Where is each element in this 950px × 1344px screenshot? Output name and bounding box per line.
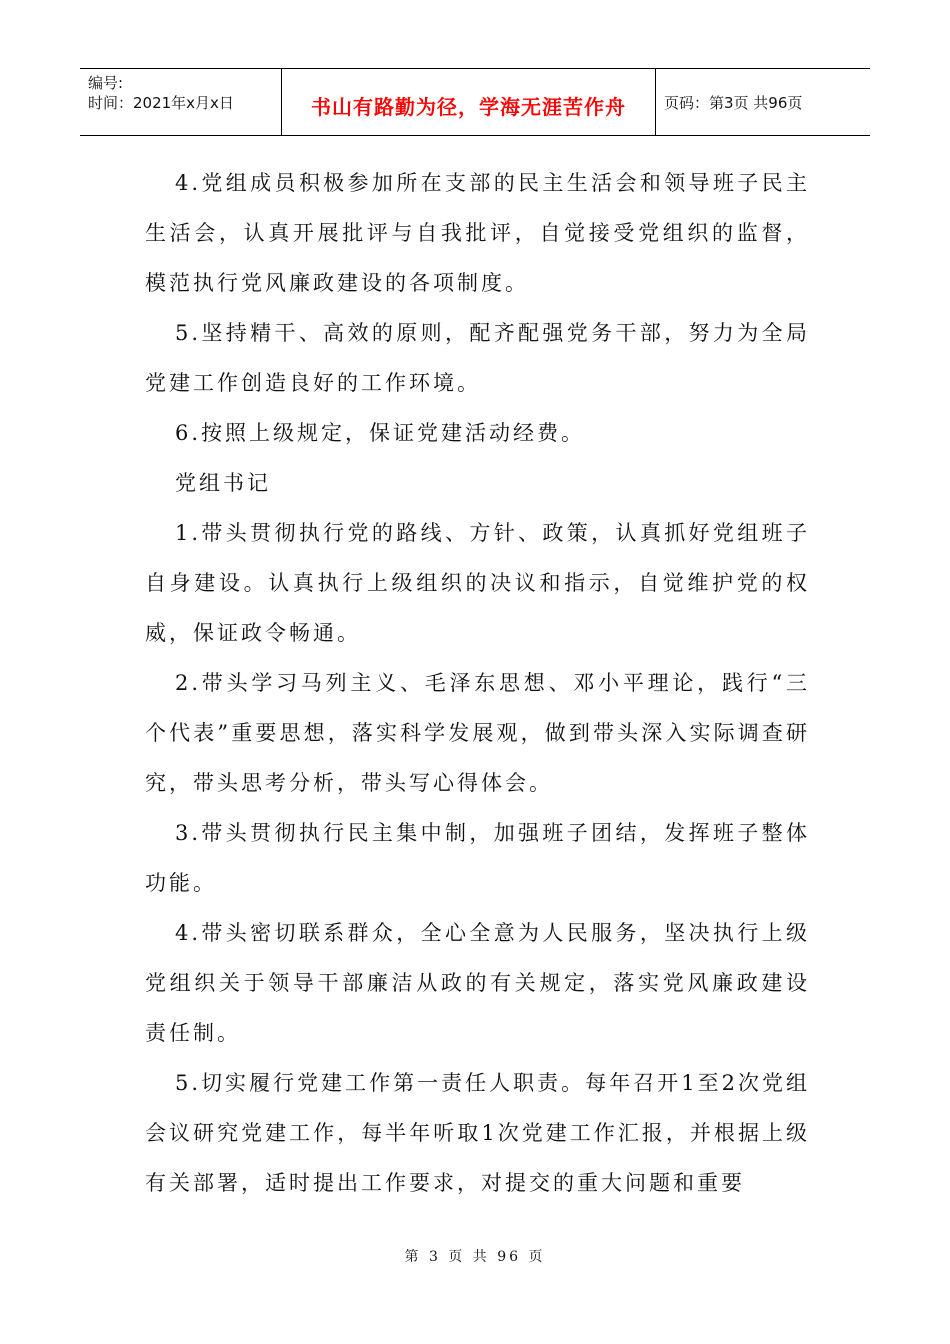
serial-number-label: 编号:	[88, 74, 124, 92]
paragraph-6: 2.带头学习马列主义、毛泽东思想、邓小平理论，践行“三个代表”重要思想，落实科学发展观，做到带头深入实际调查研究，带头思考分析，带头写心得体会。	[145, 671, 810, 795]
footer-page-number: 第 3 页 共 96 页	[404, 1249, 546, 1265]
header-meta	[80, 69, 282, 135]
paragraph-5: 1.带头贯彻执行党的路线、方针、政策，认真抓好党组班子自身建设。认真执行上级组织的决议和指示，自觉维护党的权威，保证政令畅通。	[145, 521, 810, 645]
paragraph-7: 3.带头贯彻执行民主集中制，加强班子团结，发挥班子整体功能。	[145, 821, 810, 895]
section-heading-party-secretary: 党组书记	[175, 471, 271, 495]
paragraph-8: 4.带头密切联系群众，全心全意为人民服务，坚决执行上级党组织关于领导干部廉洁从政的有关规定，落实党风廉政建设责任制。	[145, 921, 810, 1045]
paragraph-3: 6.按照上级规定，保证党建活动经费。	[175, 421, 586, 445]
paragraph-9: 5.切实履行党建工作第一责任人职责。每年召开1至2次党组会议研究党建工作，每半年听取1次党建工作汇报，并根据上级有关部署，适时提出工作要求，对提交的重大问题和重要	[145, 1071, 810, 1195]
header-page-info	[656, 69, 870, 135]
header-motto: 书山有路勤为径，学海无涯苦作舟	[311, 94, 626, 119]
date-label: 时间：2021年x月x日	[88, 94, 234, 112]
paragraph-2: 5.坚持精干、高效的原则，配齐配强党务干部，努力为全局党建工作创造良好的工作环境。	[145, 321, 810, 395]
page-info-text: 页码：第3页 共96页	[664, 93, 803, 112]
page-footer	[0, 1246, 950, 1266]
document-body	[145, 158, 810, 1208]
document-header	[80, 68, 870, 136]
paragraph-1: 4.党组成员积极参加所在支部的民主生活会和领导班子民主生活会，认真开展批评与自我批评，自觉接受党组织的监督，模范执行党风廉政建设的各项制度。	[145, 171, 810, 295]
header-motto-cell	[282, 69, 656, 135]
